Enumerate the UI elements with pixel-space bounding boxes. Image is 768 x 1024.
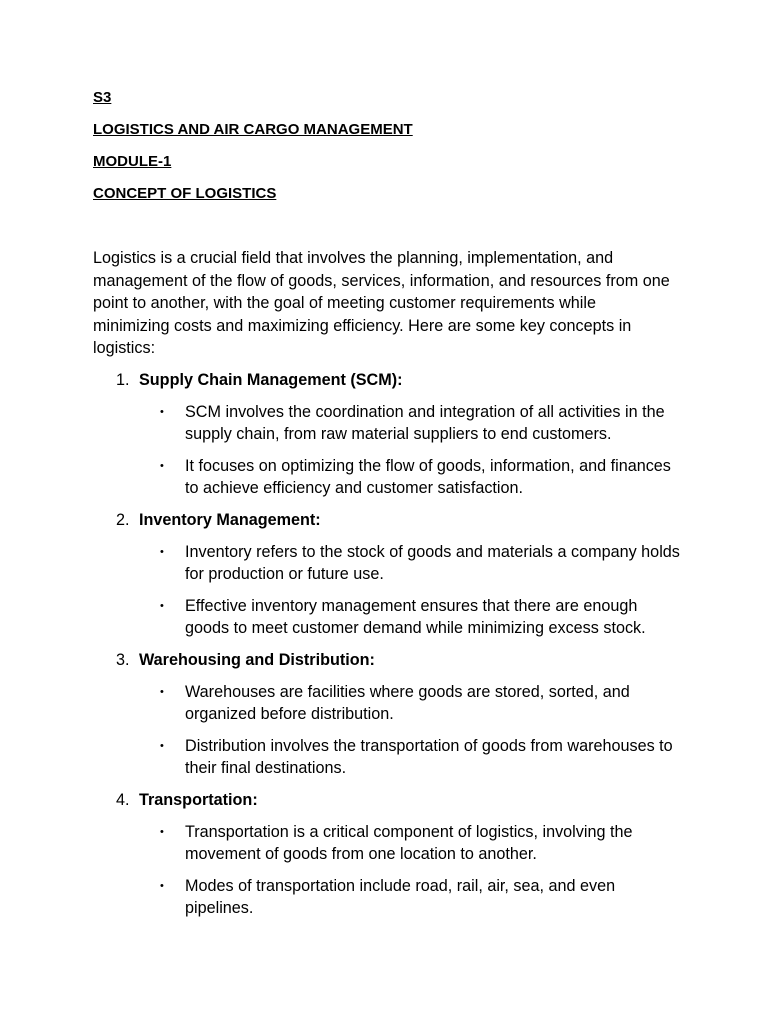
- concept-points: [93, 821, 683, 920]
- point-text: Warehouses are facilities where goods are stored, sorted, and organized before distribution.: [185, 682, 630, 724]
- bullet-icon: •: [160, 459, 164, 472]
- module-heading: MODULE-1: [93, 153, 172, 170]
- concept-number: 4.: [116, 790, 130, 809]
- point-text: Inventory refers to the stock of goods and materials a company holds for production or future use.: [185, 542, 680, 584]
- concept-point: [93, 595, 683, 640]
- bullet-icon: •: [160, 739, 164, 752]
- concept-item: [93, 649, 683, 780]
- concept-point: [93, 875, 683, 920]
- concept-number: 3.: [116, 650, 130, 669]
- concept-points: [93, 681, 683, 780]
- point-text: Effective inventory management ensures that there are enough goods to meet customer demand while minimizing excess stock.: [185, 596, 646, 638]
- course-title: LOGISTICS AND AIR CARGO MANAGEMENT: [93, 121, 413, 138]
- concept-title: Inventory Management:: [139, 510, 321, 529]
- point-text: Distribution involves the transportation of goods from warehouses to their final destinations.: [185, 736, 673, 778]
- intro-paragraph: Logistics is a crucial field that involves the planning, implementation, and management of the flow of goods, services, information, and resources from one point to another, with the goal of meeting customer requirements while minimizing costs and maximizing efficiency. Here are some key concepts in logistics:: [93, 249, 670, 358]
- concept-point: [93, 735, 683, 780]
- bullet-icon: •: [160, 879, 164, 892]
- concept-point: [93, 681, 683, 726]
- point-text: Modes of transportation include road, rail, air, sea, and even pipelines.: [185, 876, 616, 918]
- concept-points: [93, 541, 683, 640]
- concept-points: [93, 401, 683, 500]
- concept-number: 1.: [116, 371, 130, 389]
- concept-point: [93, 401, 683, 446]
- point-text: It focuses on optimizing the flow of goods, information, and finances to achieve efficiency and customer satisfaction.: [185, 456, 671, 498]
- concept-title: Supply Chain Management (SCM):: [139, 371, 403, 389]
- concept-item: [93, 369, 683, 500]
- bullet-icon: •: [160, 405, 164, 418]
- bullet-icon: •: [160, 825, 164, 838]
- concept-point: [93, 455, 683, 500]
- concept-title: Transportation:: [139, 790, 258, 809]
- concept-number: 2.: [116, 510, 130, 529]
- point-text: Transportation is a critical component of logistics, involving the movement of goods from one location to another.: [185, 822, 633, 864]
- concept-list: [93, 369, 683, 929]
- point-text: SCM involves the coordination and integration of all activities in the supply chain, from raw material suppliers to end customers.: [185, 402, 665, 444]
- concept-point: [93, 821, 683, 866]
- bullet-icon: •: [160, 545, 164, 558]
- concept-point: [93, 541, 683, 586]
- concept-item: [93, 509, 683, 640]
- topic-heading: CONCEPT OF LOGISTICS: [93, 185, 277, 202]
- course-code: S3: [93, 89, 112, 106]
- bullet-icon: •: [160, 599, 164, 612]
- concept-title: Warehousing and Distribution:: [139, 650, 375, 669]
- concept-item: [93, 789, 683, 920]
- bullet-icon: •: [160, 685, 164, 698]
